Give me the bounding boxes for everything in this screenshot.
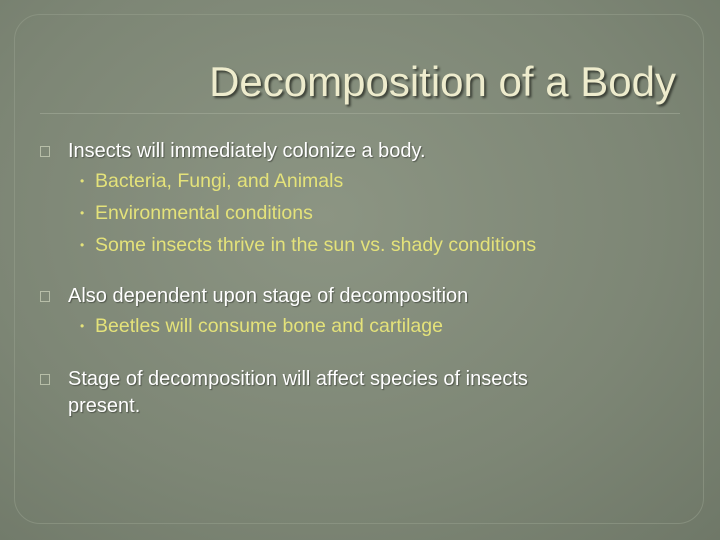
slide-title: Decomposition of a Body [209, 58, 676, 105]
bullet-item [38, 138, 678, 165]
sub-bullet-text: Beetles will consume bone and cartilage [95, 315, 443, 337]
bullet-list [38, 138, 678, 420]
sub-bullet-text: Some insects thrive in the sun vs. shady conditions [95, 234, 537, 256]
bullet-box-icon [40, 146, 50, 157]
sub-bullet-dot-icon: • [80, 319, 85, 333]
sub-bullet-item [38, 197, 678, 229]
title-divider [40, 113, 680, 114]
sub-bullet-dot-icon: • [80, 174, 85, 188]
sub-bullet-item [38, 310, 678, 342]
sub-bullet-text: Environmental conditions [95, 202, 313, 224]
bullet-box-icon [40, 374, 50, 385]
bullet-item [38, 283, 678, 310]
sub-bullet-dot-icon: • [80, 206, 85, 220]
bullet-text-line-1: Stage of decomposition will affect species of insects [68, 368, 528, 390]
sub-bullet-text: Bacteria, Fungi, and Animals [95, 170, 344, 192]
bullet-text-line-2: present. [68, 395, 141, 417]
bullet-text: Also dependent upon stage of decomposition [68, 285, 469, 307]
bullet-box-icon [40, 291, 50, 302]
bullet-item [38, 366, 678, 420]
sub-bullet-item [38, 165, 678, 197]
sub-bullet-item [38, 229, 678, 261]
bullet-text: Insects will immediately colonize a body. [68, 140, 426, 162]
sub-bullet-dot-icon: • [80, 238, 85, 252]
